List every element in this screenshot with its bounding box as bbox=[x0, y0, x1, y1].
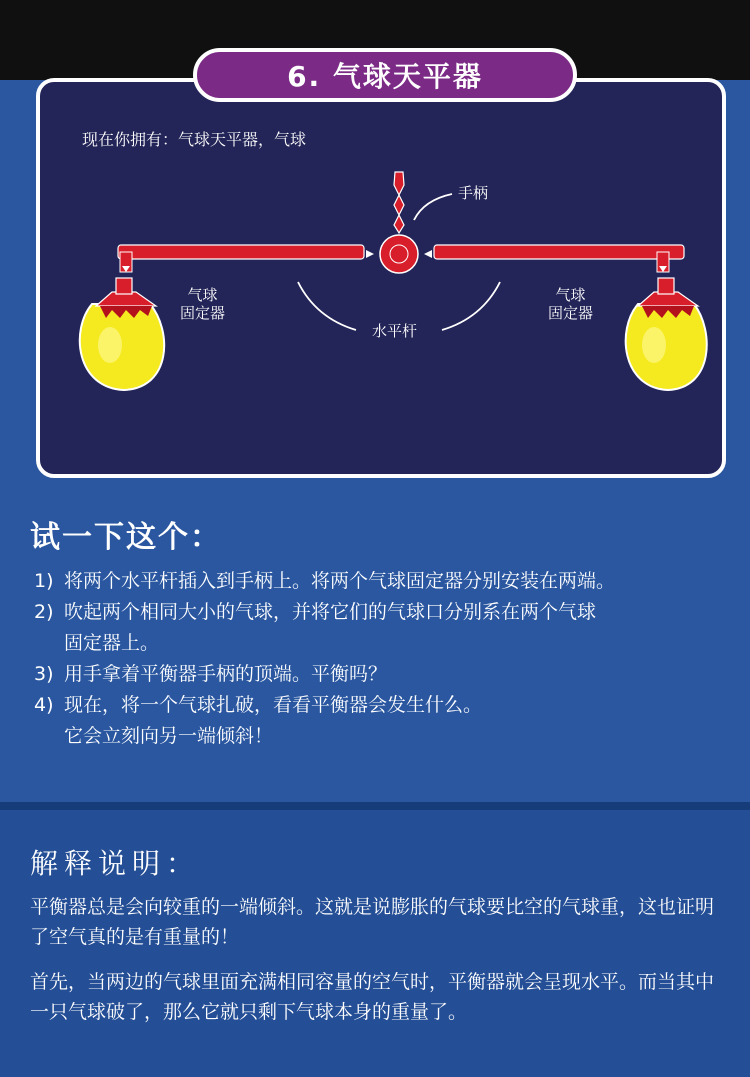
left-rod bbox=[118, 245, 364, 259]
right-rod bbox=[434, 245, 684, 259]
step-item: 3) 用手拿着平衡器手柄的顶端。平衡吗？ bbox=[34, 663, 388, 685]
step-item-continuation: 它会立刻向另一端倾斜！ bbox=[64, 725, 274, 747]
handle-pointer bbox=[414, 194, 452, 220]
right-holder-label: 气球 固定器 bbox=[548, 286, 594, 322]
try-heading: 试一下这个： bbox=[30, 520, 222, 555]
rod-pointer-left bbox=[298, 282, 356, 330]
right-balloon bbox=[626, 304, 707, 390]
rod-pointer-right bbox=[442, 282, 500, 330]
hub bbox=[380, 235, 418, 273]
materials-text: 现在你拥有：气球天平器，气球 bbox=[82, 130, 307, 149]
page-title: 6. 气球天平器 bbox=[193, 48, 577, 102]
rod-label: 水平杆 bbox=[372, 322, 418, 340]
step-item-continuation: 固定器上。 bbox=[64, 632, 160, 654]
step-item: 2) 吹起两个相同大小的气球，并将它们的气球口分别系在两个气球 bbox=[34, 601, 597, 623]
step-item: 1) 将两个水平杆插入到手柄上。将两个气球固定器分别安装在两端。 bbox=[34, 570, 616, 592]
handle-label: 手柄 bbox=[458, 184, 489, 202]
left-balloon bbox=[80, 304, 164, 390]
handle bbox=[394, 172, 404, 233]
explain-heading: 解释说明： bbox=[30, 847, 201, 880]
steps-list bbox=[34, 566, 724, 752]
explain-paragraph-2: 首先，当两边的气球里面充满相同容量的空气时，平衡器就会呈现水平。而当其中一只气球破了，那么它就只剩下气球本身的重量了。 bbox=[30, 971, 715, 1023]
step-item: 4) 现在，将一个气球扎破，看看平衡器会发生什么。 bbox=[34, 694, 483, 716]
left-holder-label: 气球 固定器 bbox=[180, 286, 226, 322]
balloon-balance-diagram bbox=[0, 0, 750, 500]
explain-paragraph-1: 平衡器总是会向较重的一端倾斜。这就是说膨胀的气球要比空的气球重，这也证明了空气真的是有重量的！ bbox=[30, 896, 715, 948]
